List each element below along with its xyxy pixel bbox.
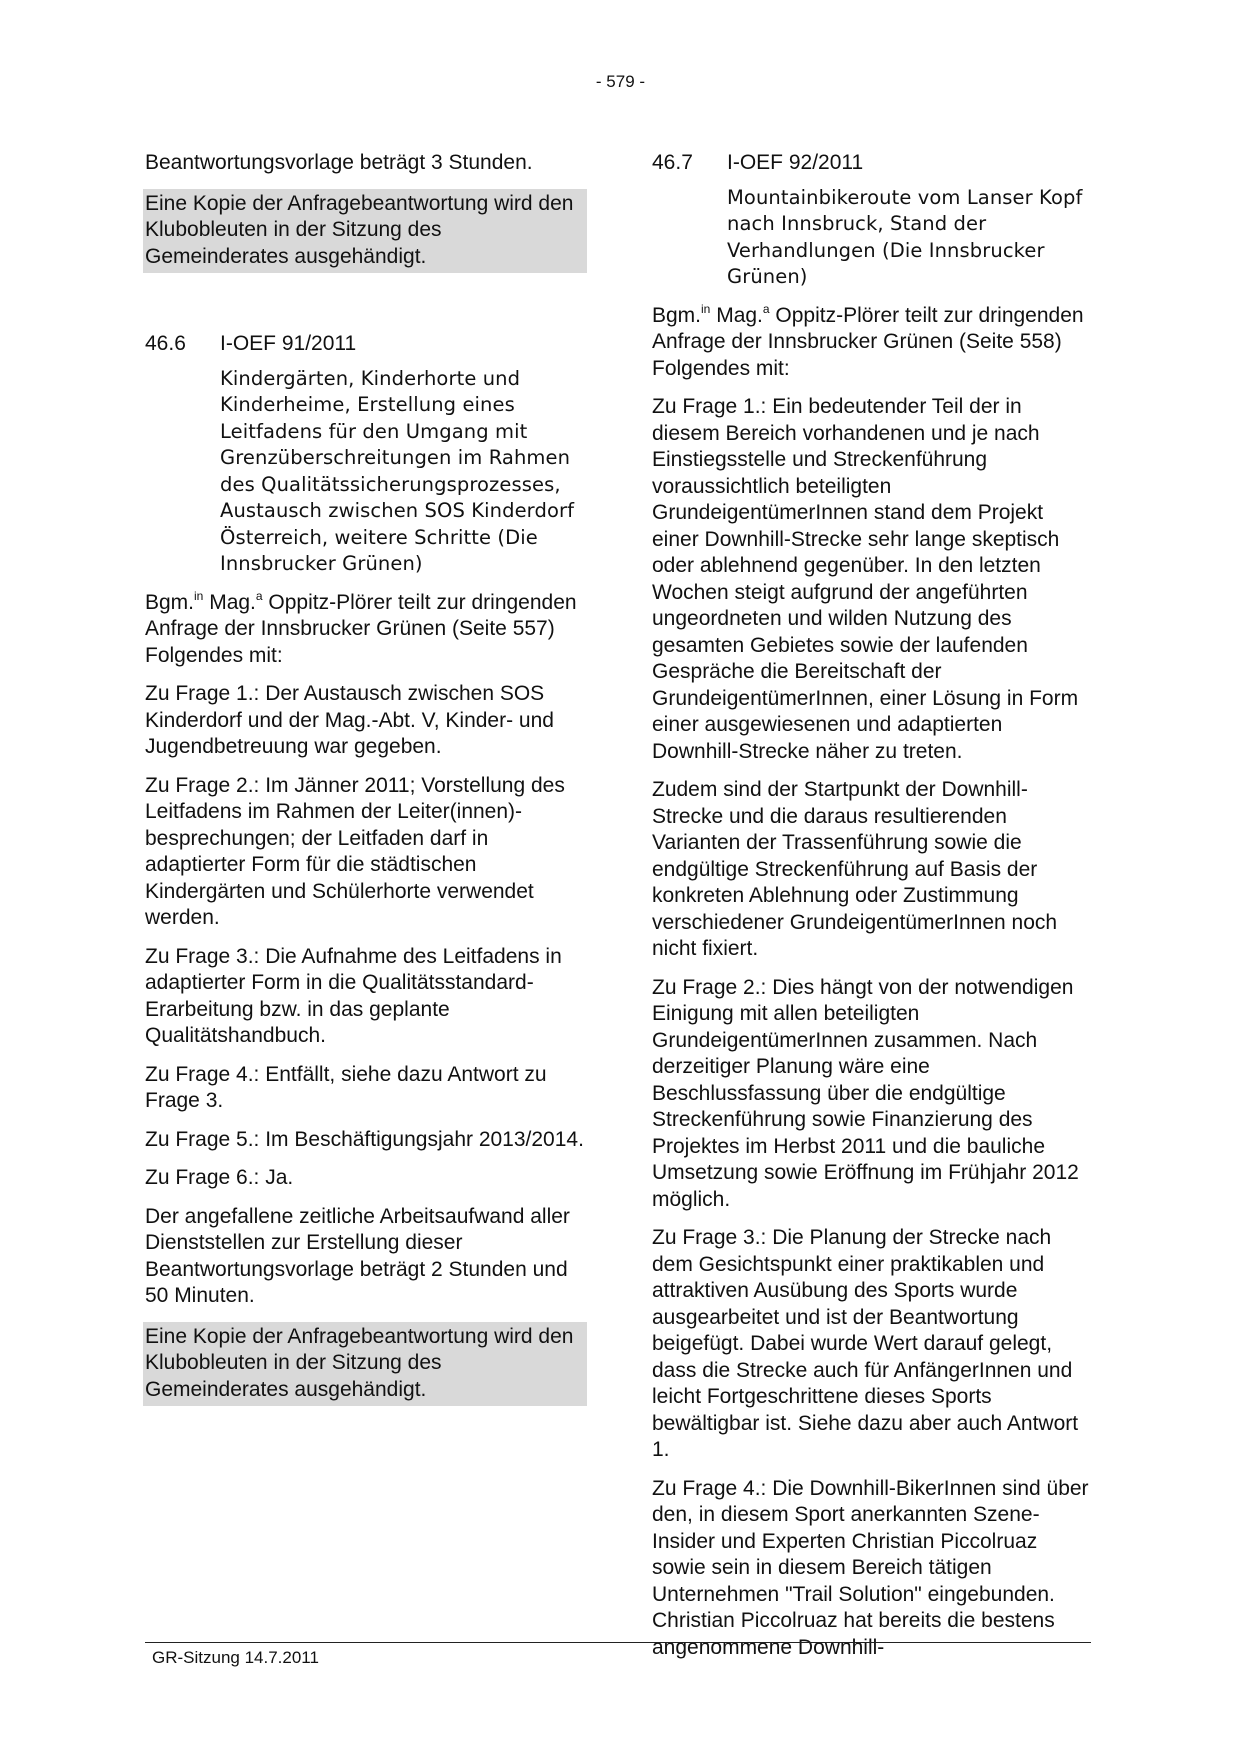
highlight-box: Eine Kopie der Anfragebeantwortung wird den Klubobleuten in der Sitzung des Gemeinderates ausgehändigt.	[143, 189, 587, 274]
intro-paragraph: Bgm.$^{in}$ Mag.$^a$ Oppitz-Plörer teilt zur dringenden Anfrage der Innsbrucker Grünen (Seite 558) Folgendes mit:	[652, 301, 1084, 380]
item-title: Kindergärten, Kinderhorte und Kinderheime, Erstellung eines Leitfadens für den Umgang mit Grenzüberschreitungen im Rahmen des Qualitätssicherungsprozesses, Austausch zwischen SOS Kinderdorf Österreich, weitere Schritte (Die Innsbrucker Grünen)	[220, 366, 575, 575]
intro-paragraph: Bgm.$^{in}$ Mag.$^a$ Oppitz-Plörer teilt zur dringenden Anfrage der Innsbrucker Grünen (Seite 557) Folgendes mit:	[145, 588, 577, 667]
item-heading	[145, 331, 585, 358]
item-title: Mountainbikeroute vom Lanser Kopf nach Innsbruck, Stand der Verhandlungen (Die Innsbrucker Grünen)	[727, 185, 1083, 288]
item-number: 46.7	[652, 151, 693, 174]
answer-paragraph: Zu Frage 2.: Dies hängt von der notwendigen Einigung mit allen beteiligten GrundeigentümerInnen zusammen. Nach derzeitiger Planung wäre eine Beschlussfassung über die endgültige Streckenführung sowie Finanzierung des Projektes im Herbst 2011 und die bauliche Umsetzung sowie Eröffnung im Frühjahr 2012 möglich.	[652, 975, 1079, 1211]
page-number: - 579 -	[595, 72, 646, 91]
footer-text: GR-Sitzung 14.7.2011	[152, 1648, 319, 1667]
item-number: 46.6	[145, 332, 186, 355]
highlight-box: Eine Kopie der Anfragebeantwortung wird den Klubobleuten in der Sitzung des Gemeinderates ausgehändigt.	[143, 1322, 587, 1407]
item-heading	[652, 150, 1092, 177]
item-reference: I-OEF 91/2011	[220, 332, 357, 355]
answer-paragraph: Zu Frage 5.: Im Beschäftigungsjahr 2013/2014.	[145, 1127, 584, 1151]
answer-paragraph: Zu Frage 4.: Die Downhill-BikerInnen sind über den, in diesem Sport anerkannten Szene-Insider und Experten Christian Piccolruaz sowie sein in diesem Bereich tätigen Unternehmen "Trail Solution" eingebunden. Christian Piccolruaz hat bereits die bestens angenommene Downhill-	[652, 1476, 1089, 1659]
footer-divider	[145, 1642, 1091, 1643]
item-reference: I-OEF 92/2011	[727, 151, 864, 174]
answer-paragraph: Zu Frage 6.: Ja.	[145, 1166, 294, 1189]
right-column	[652, 150, 1092, 1673]
closing-paragraph: Der angefallene zeitliche Arbeitsaufwand aller Dienststellen zur Erstellung dieser Beantwortungsvorlage beträgt 2 Stunden und 50 Minuten.	[145, 1204, 570, 1307]
paragraph: Beantwortungsvorlage beträgt 3 Stunden.	[145, 151, 533, 174]
answer-paragraph: Zu Frage 3.: Die Planung der Strecke nach dem Gesichtspunkt einer praktikablen und attraktiven Ausübung des Sports wurde ausgearbeitet und ist der Beantwortung beigefügt. Dabei wurde Wert darauf gelegt, dass die Strecke auch für AnfängerInnen und leicht Fortgeschrittene dieses Sports bewältigbar ist. Siehe dazu aber auch Antwort 1.	[652, 1226, 1079, 1461]
left-column	[145, 150, 585, 1418]
answer-paragraph: Zu Frage 1.: Der Austausch zwischen SOS Kinderdorf und der Mag.-Abt. V, Kinder- und Jugendbetreuung war gegeben.	[145, 682, 554, 758]
answer-paragraph: Zu Frage 4.: Entfällt, siehe dazu Antwort zu Frage 3.	[145, 1062, 547, 1112]
answer-paragraph: Zu Frage 3.: Die Aufnahme des Leitfadens in adaptierter Form in die Qualitätsstandard-Erarbeitung bzw. in das geplante Qualitätshandbuch.	[145, 944, 562, 1047]
answer-paragraph: Zu Frage 1.: Ein bedeutender Teil der in diesem Bereich vorhandenen und je nach Einstiegsstelle und Streckenführung voraussichtlich beteiligten GrundeigentümerInnen stand dem Projekt einer Downhill-Strecke sehr lange skeptisch oder ablehnend gegenüber. In den letzten Wochen steigt aufgrund der angeführten ungeordneten und wilden Nutzung des gesamten Gebietes sowie der laufenden Gespräche die Bereitschaft der GrundeigentümerInnen, einer Lösung in Form einer ausgewiesenen und adaptierten Downhill-Strecke näher zu treten.	[652, 395, 1079, 763]
answer-paragraph: Zudem sind der Startpunkt der Downhill-Strecke und die daraus resultierenden Varianten der Trassenführung sowie die endgültige Streckenführung auf Basis der konkreten Ablehnung oder Zustimmung verschiedener GrundeigentümerInnen noch nicht fixiert.	[652, 778, 1058, 960]
answer-paragraph: Zu Frage 2.: Im Jänner 2011; Vorstellung des Leitfadens im Rahmen der Leiter(innen)-besprechungen; der Leitfaden darf in adaptierter Form für die städtischen Kindergärten und Schülerhorte verwendet werden.	[145, 773, 565, 929]
